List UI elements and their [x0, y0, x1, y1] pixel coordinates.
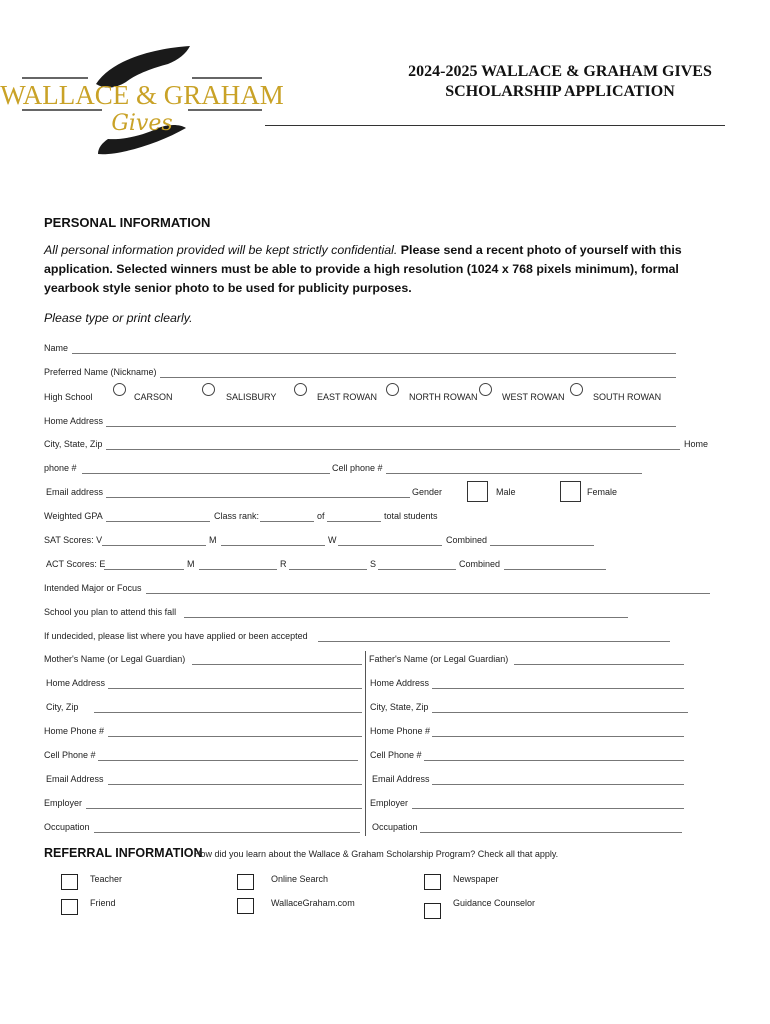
home-suffix-label: Home: [684, 439, 709, 449]
gpa-field[interactable]: [106, 521, 210, 522]
gpa-label: Weighted GPA: [44, 511, 103, 521]
photo-instructions: Please send a recent photo of yourself with this application. Selected winners must be able to provide a high resolution (1024 x 768 pixels minimum), formal yearbook style senior photo to be used for publicity purposes.: [44, 243, 682, 295]
school-attend-field[interactable]: [184, 617, 628, 618]
father-occupation-label: Occupation: [372, 822, 418, 832]
father-city-field[interactable]: [432, 712, 688, 713]
mother-occupation-field[interactable]: [94, 832, 360, 833]
act-m-field[interactable]: [199, 569, 277, 570]
east-rowan-radio[interactable]: [294, 383, 307, 396]
wallacegraham-com-checkbox[interactable]: [237, 898, 254, 914]
father-occupation-field[interactable]: [420, 832, 682, 833]
title-line-1: 2024-2025 WALLACE & GRAHAM GIVES: [408, 63, 712, 80]
act-m-label: M: [187, 559, 195, 569]
sat-w-label: W: [328, 535, 337, 545]
form-title: [370, 62, 750, 102]
father-name-label: Father's Name (or Legal Guardian): [369, 654, 509, 664]
sat-combined-label: Combined: [446, 535, 488, 545]
sat-m-field[interactable]: [221, 545, 325, 546]
undecided-field[interactable]: [318, 641, 670, 642]
mother-name-label: Mother's Name (or Legal Guardian): [44, 654, 186, 664]
mother-address-label: Home Address: [46, 678, 106, 688]
male-label: Male: [496, 487, 516, 497]
of-label: of: [317, 511, 325, 521]
mother-home-phone-label: Home Phone #: [44, 726, 105, 736]
wallace-graham-gives-logo: [0, 44, 284, 162]
preferred-name-label: Preferred Name (Nickname): [44, 367, 157, 377]
mother-email-field[interactable]: [108, 784, 362, 785]
mother-home-phone-field[interactable]: [108, 736, 362, 737]
act-r-label: R: [280, 559, 287, 569]
personal-info-heading: PERSONAL INFORMATION: [44, 215, 211, 230]
father-address-field[interactable]: [432, 688, 684, 689]
title-line-2: SCHOLARSHIP APPLICATION: [445, 83, 675, 100]
print-note: Please type or print clearly.: [44, 311, 193, 325]
south-rowan-radio[interactable]: [570, 383, 583, 396]
mother-city-field[interactable]: [94, 712, 362, 713]
female-label: Female: [587, 487, 618, 497]
act-combined-field[interactable]: [504, 569, 606, 570]
father-employer-label: Employer: [370, 798, 409, 808]
gender-label: Gender: [412, 487, 443, 497]
salisbury-label: SALISBURY: [226, 392, 277, 402]
confidential-note: All personal information provided will be kept strictly confidential.: [44, 243, 398, 257]
sat-v-field[interactable]: [102, 545, 206, 546]
mother-name-field[interactable]: [192, 664, 362, 665]
referral-question: How did you learn about the Wallace & Graham Scholarship Program? Check all that apply.: [194, 849, 559, 859]
guidance-counselor-label: Guidance Counselor: [453, 898, 536, 908]
name-field[interactable]: [72, 353, 676, 354]
school-attend-label: School you plan to attend this fall: [44, 607, 177, 617]
title-rule: [265, 125, 725, 126]
north-rowan-label: NORTH ROWAN: [409, 392, 478, 402]
mother-employer-label: Employer: [44, 798, 83, 808]
sat-w-field[interactable]: [338, 545, 442, 546]
cell-phone-label: Cell phone #: [332, 463, 383, 473]
intro-paragraph: [44, 241, 709, 298]
mother-email-label: Email Address: [46, 774, 104, 784]
east-rowan-label: EAST ROWAN: [317, 392, 378, 402]
teacher-label: Teacher: [90, 874, 123, 884]
father-home-phone-field[interactable]: [432, 736, 684, 737]
sat-m-label: M: [209, 535, 217, 545]
salisbury-radio[interactable]: [202, 383, 215, 396]
newspaper-checkbox[interactable]: [424, 874, 441, 890]
father-home-phone-label: Home Phone #: [370, 726, 431, 736]
undecided-label: If undecided, please list where you have applied or been accepted: [44, 631, 308, 641]
logo-gives-text: Gives: [111, 111, 173, 136]
newspaper-label: Newspaper: [453, 874, 499, 884]
father-address-label: Home Address: [370, 678, 430, 688]
mother-employer-field[interactable]: [86, 808, 362, 809]
west-rowan-label: WEST ROWAN: [502, 392, 565, 402]
north-rowan-radio[interactable]: [386, 383, 399, 396]
act-combined-label: Combined: [459, 559, 501, 569]
carson-radio[interactable]: [113, 383, 126, 396]
home-address-label: Home Address: [44, 416, 104, 426]
city-state-zip-label: City, State, Zip: [44, 439, 103, 449]
intended-major-field[interactable]: [146, 593, 710, 594]
friend-label: Friend: [90, 898, 116, 908]
act-e-field[interactable]: [104, 569, 184, 570]
act-s-label: S: [370, 559, 377, 569]
home-address-field[interactable]: [106, 426, 676, 427]
online-search-checkbox[interactable]: [237, 874, 254, 890]
act-s-field[interactable]: [378, 569, 456, 570]
sat-v-label: SAT Scores: V: [44, 535, 103, 545]
mother-city-label: City, Zip: [46, 702, 79, 712]
logo-brand-text: WALLACE & GRAHAM: [0, 80, 284, 110]
father-cell-phone-label: Cell Phone #: [370, 750, 422, 760]
father-city-label: City, State, Zip: [370, 702, 429, 712]
act-e-label: ACT Scores: E: [46, 559, 106, 569]
online-search-label: Online Search: [271, 874, 329, 884]
email-field[interactable]: [106, 497, 410, 498]
sat-combined-field[interactable]: [490, 545, 594, 546]
preferred-name-field[interactable]: [160, 377, 676, 378]
carson-label: CARSON: [134, 392, 173, 402]
class-rank-label: Class rank:: [214, 511, 260, 521]
west-rowan-radio[interactable]: [479, 383, 492, 396]
mother-cell-phone-field[interactable]: [98, 760, 358, 761]
name-label: Name: [44, 343, 69, 353]
phone-label: phone #: [44, 463, 77, 473]
teacher-checkbox[interactable]: [61, 874, 78, 890]
south-rowan-label: SOUTH ROWAN: [593, 392, 662, 402]
mother-occupation-label: Occupation: [44, 822, 90, 832]
father-name-field[interactable]: [514, 664, 684, 665]
father-email-label: Email Address: [372, 774, 430, 784]
intended-major-label: Intended Major or Focus: [44, 583, 142, 593]
high-school-label: High School: [44, 392, 93, 402]
mother-cell-phone-label: Cell Phone #: [44, 750, 96, 760]
phone-field[interactable]: [82, 473, 330, 474]
male-checkbox[interactable]: [467, 481, 488, 502]
total-students-field[interactable]: [327, 521, 381, 522]
referral-heading: REFERRAL INFORMATION: [44, 846, 203, 860]
cell-phone-field[interactable]: [386, 473, 642, 474]
female-checkbox[interactable]: [560, 481, 581, 502]
email-label: Email address: [46, 487, 104, 497]
father-cell-phone-field[interactable]: [424, 760, 684, 761]
friend-checkbox[interactable]: [61, 899, 78, 915]
class-rank-field[interactable]: [260, 521, 314, 522]
father-email-field[interactable]: [432, 784, 684, 785]
mother-address-field[interactable]: [108, 688, 362, 689]
parent-column-divider: [365, 651, 366, 836]
act-r-field[interactable]: [289, 569, 367, 570]
father-employer-field[interactable]: [412, 808, 684, 809]
total-students-label: total students: [384, 511, 438, 521]
city-state-zip-field[interactable]: [106, 449, 680, 450]
guidance-counselor-checkbox[interactable]: [424, 903, 441, 919]
wallacegraham-com-label: WallaceGraham.com: [271, 898, 355, 908]
